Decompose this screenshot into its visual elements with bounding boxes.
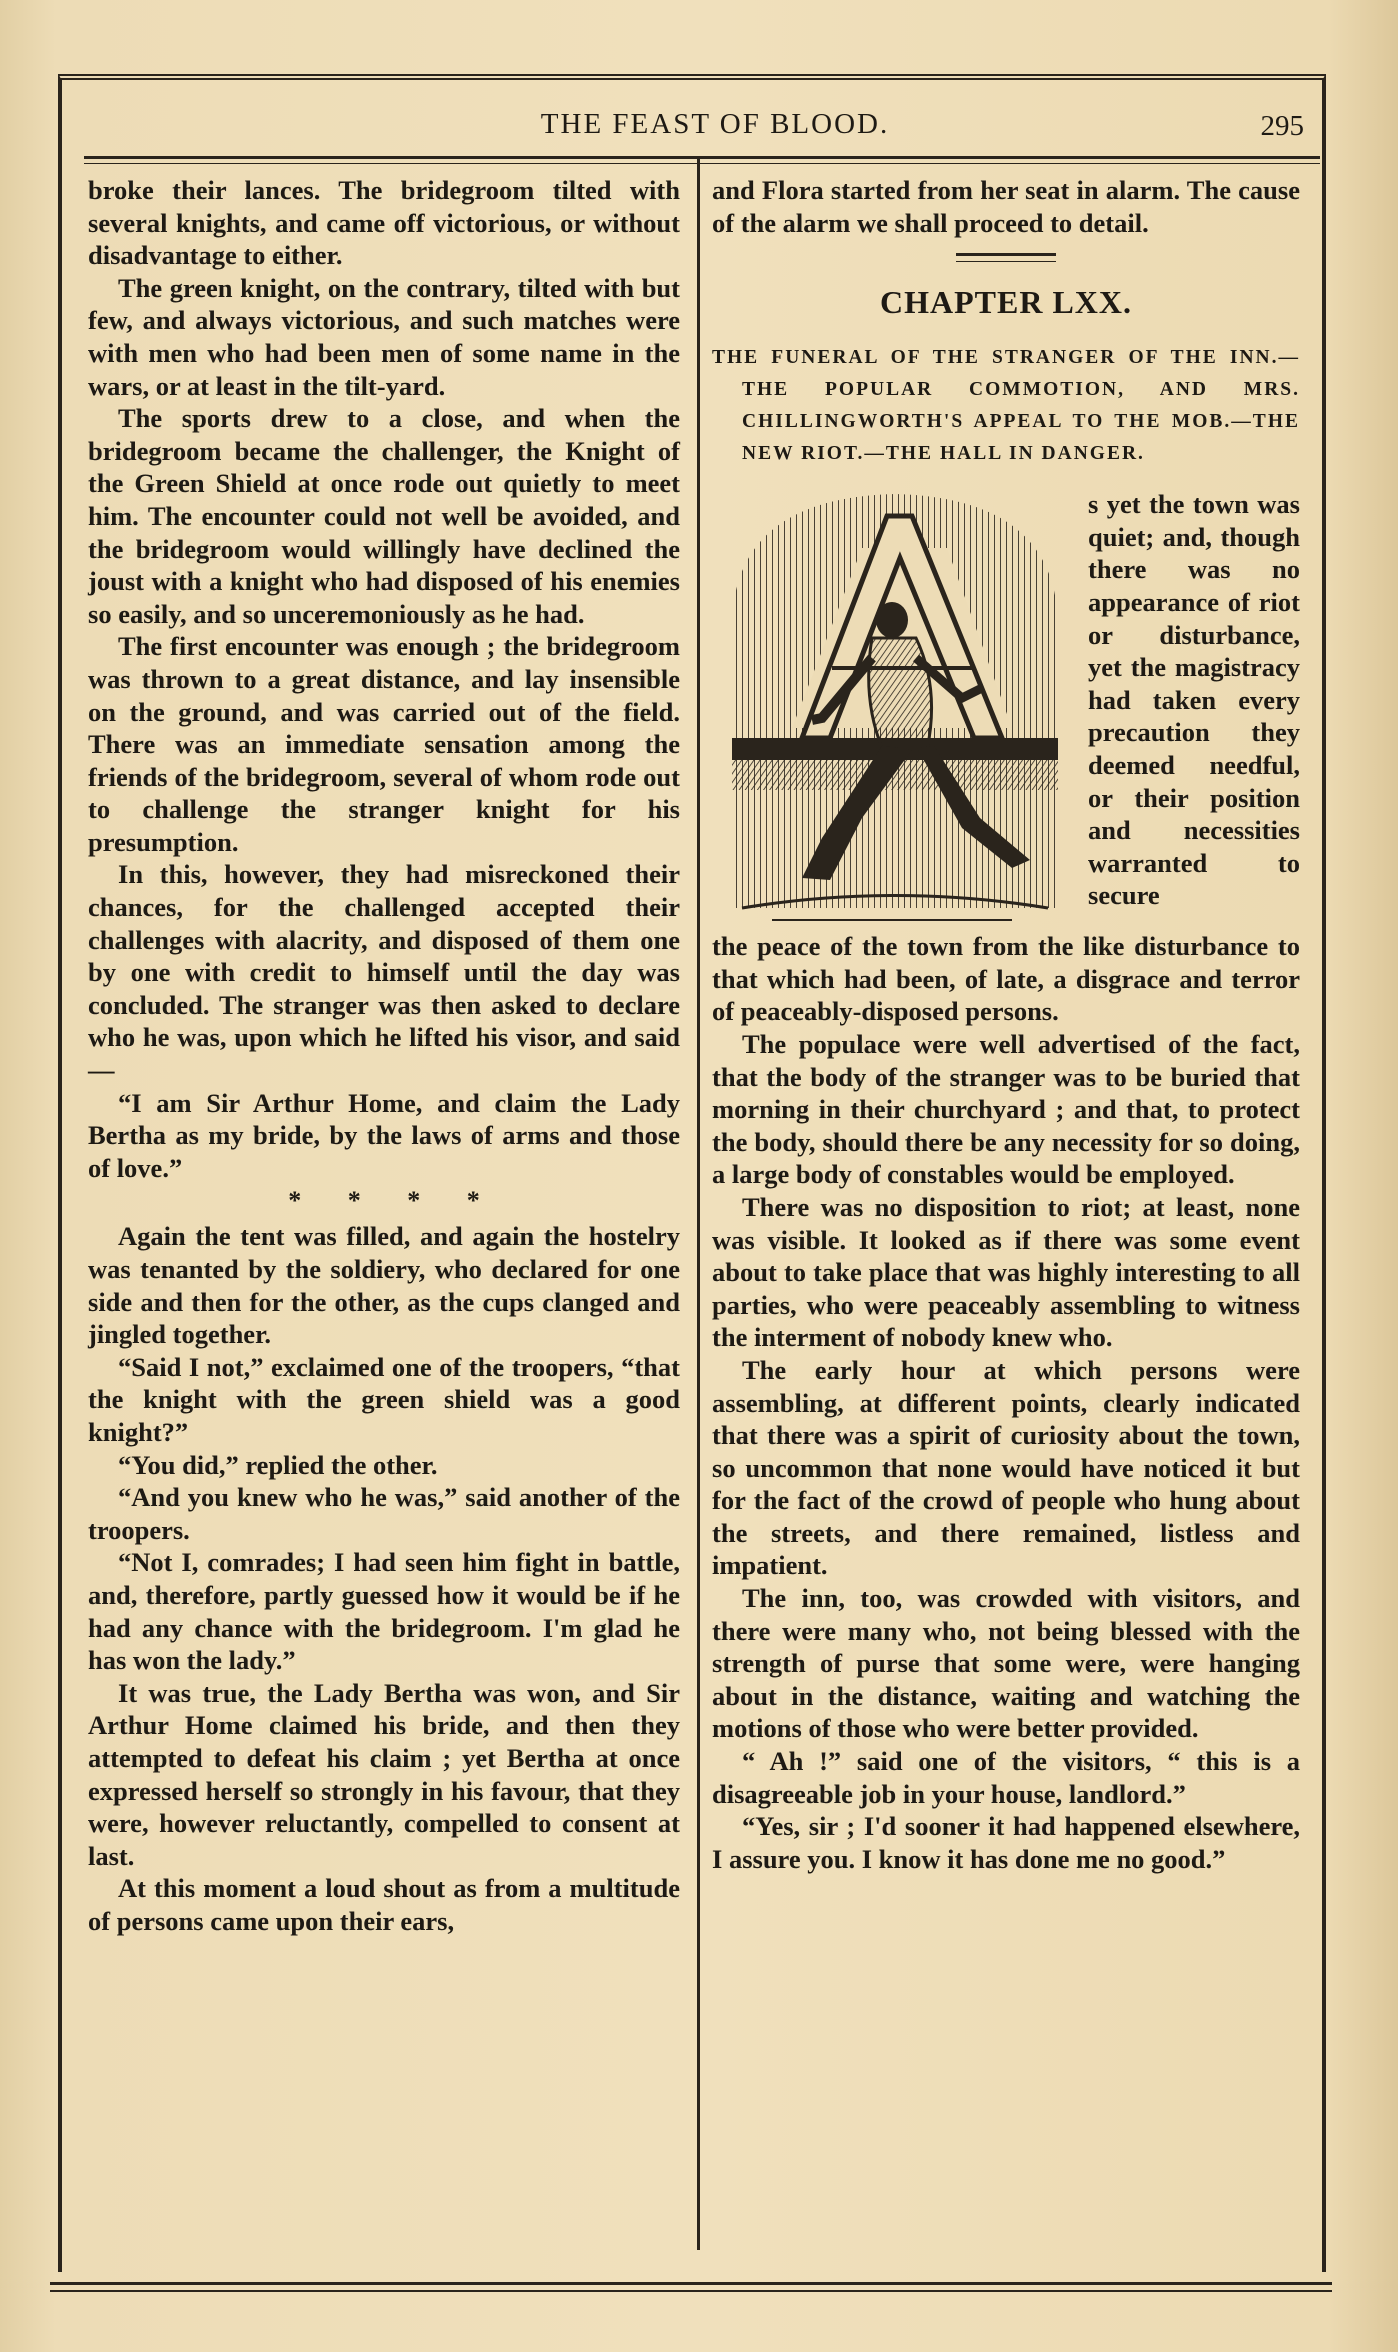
paragraph: The sports drew to a close, and when the bridegroom became the challenger, the Knight of the Green Shield at once rode out quietly to meet him. The encounter could not well be avoided, and the bridegroom would willingly have declined the joust with a knight who had disposed of his enemies so easily, and so unceremoniously as he had. bbox=[88, 403, 680, 629]
running-title: THE FEAST OF BLOOD. bbox=[540, 108, 890, 140]
woodcut-initial-illustration bbox=[712, 488, 1078, 926]
paragraph: It was true, the Lady Bertha was won, and Sir Arthur Home claimed his bride, and then they attempted to defeat his claim ; yet Bertha at once expressed herself so strongly in his favour, that they were, however reluctantly, compelled to consent at last. bbox=[88, 1677, 680, 1871]
chapter-heading: CHAPTER LXX. bbox=[879, 284, 1132, 321]
paragraph: the peace of the town from the like disturbance to that which had been, of late, a disgrace and terror of peaceably-disposed persons. bbox=[712, 931, 1300, 1027]
paragraph: “I am Sir Arthur Home, and claim the Lady Bertha as my bride, by the laws of arms and those of love.” bbox=[88, 1087, 680, 1183]
left-column bbox=[88, 174, 680, 1937]
paragraph: “Not I, comrades; I had seen him fight in battle, and, therefore, partly guessed how it would be if he had any chance with the bridegroom. I'm glad he has won the lady.” bbox=[88, 1547, 680, 1676]
paragraph: There was no disposition to riot; at least, none was visible. It looked as if there was some event about to take place that was highly interesting to all parties, who were peaceably assembling to witness the interment of nobody knew who. bbox=[712, 1191, 1300, 1353]
paragraph: The populace were well advertised of the fact, that the body of the stranger was to be buried that morning in their churchyard ; and that, to protect the body, should there be any necessity for so doing, a large body of constables would be employed. bbox=[712, 1028, 1300, 1190]
column-divider bbox=[697, 158, 700, 2250]
chapter-summary: THE FUNERAL OF THE STRANGER OF THE INN.—THE POPULAR COMMOTION, AND MRS. CHILLINGWORTH'S APPEAL TO THE MOB.—THE NEW RIOT.—THE HALL IN DANGER. bbox=[712, 347, 1300, 465]
header-rule bbox=[84, 156, 1320, 164]
drop-cap-paragraph: s yet the town was quiet; and, though there was no appearance of riot or disturbance, yet the magistracy had taken every precaution they deemed needful, or their position and necessities warranted to secure bbox=[1088, 489, 1300, 911]
right-column bbox=[712, 174, 1300, 1875]
paragraph: “ Ah !” said one of the visitors, “ this is a disagreeable job in your house, landlord.” bbox=[712, 1746, 1300, 1809]
paragraph: “Yes, sir ; I'd sooner it had happened elsewhere, I assure you. I know it has done me no good.” bbox=[712, 1811, 1300, 1874]
paragraph: The inn, too, was crowded with visitors, and there were many who, not being blessed with the strength of purse that some were, were hanging about in the distance, waiting and watching the motions of those who were better provided. bbox=[712, 1583, 1300, 1744]
section-break-stars: * * * * bbox=[288, 1186, 480, 1216]
illustrated-initial-block bbox=[712, 488, 1300, 928]
paragraph: At this moment a loud shout as from a multitude of persons came upon their ears, bbox=[88, 1873, 680, 1936]
paragraph: The green knight, on the contrary, tilted with but few, and always victorious, and such matches were with men who had been men of some name in the wars, or at least in the tilt-yard. bbox=[88, 272, 680, 401]
paragraph: Again the tent was filled, and again the hostelry was tenanted by the soldiery, who declared for one side and then for the other, as the cups clanged and jingled together. bbox=[88, 1221, 680, 1350]
running-head bbox=[70, 108, 1320, 148]
paragraph: The early hour at which persons were assembling, at different points, clearly indicated that there was a spirit of curiosity about the town, so uncommon that none would have noticed it but for the fact of the crowd of people who hung about the streets, and there remained, listless and impatient. bbox=[712, 1354, 1300, 1581]
paragraph: “And you knew who he was,” said another of the troopers. bbox=[88, 1482, 680, 1545]
paragraph: The first encounter was enough ; the bridegroom was thrown to a great distance, and lay insensible on the ground, and was carried out of the field. There was an immediate sensation among the friends of the bridegroom, several of whom rode out to challenge the stranger knight for his presumption. bbox=[88, 631, 680, 857]
paragraph: broke their lances. The bridegroom tilted with several knights, and came off victorious, or without disadvantage to either. bbox=[88, 175, 680, 271]
section-rule bbox=[956, 253, 1056, 262]
page-number: 295 bbox=[1260, 110, 1304, 142]
paragraph: In this, however, they had misreckoned their chances, for the challenged accepted their challenges with alacrity, and disposed of them one by one with credit to himself until the day was concluded. The stranger was then asked to declare who he was, upon which he lifted his visor, and said— bbox=[88, 859, 680, 1086]
paragraph: and Flora started from her seat in alarm. The cause of the alarm we shall proceed to detail. bbox=[712, 175, 1300, 238]
bottom-rule bbox=[50, 2282, 1332, 2292]
paragraph: “You did,” replied the other. bbox=[118, 1449, 438, 1480]
paragraph: “Said I not,” exclaimed one of the troopers, “that the knight with the green shield was a good knight?” bbox=[88, 1351, 680, 1447]
